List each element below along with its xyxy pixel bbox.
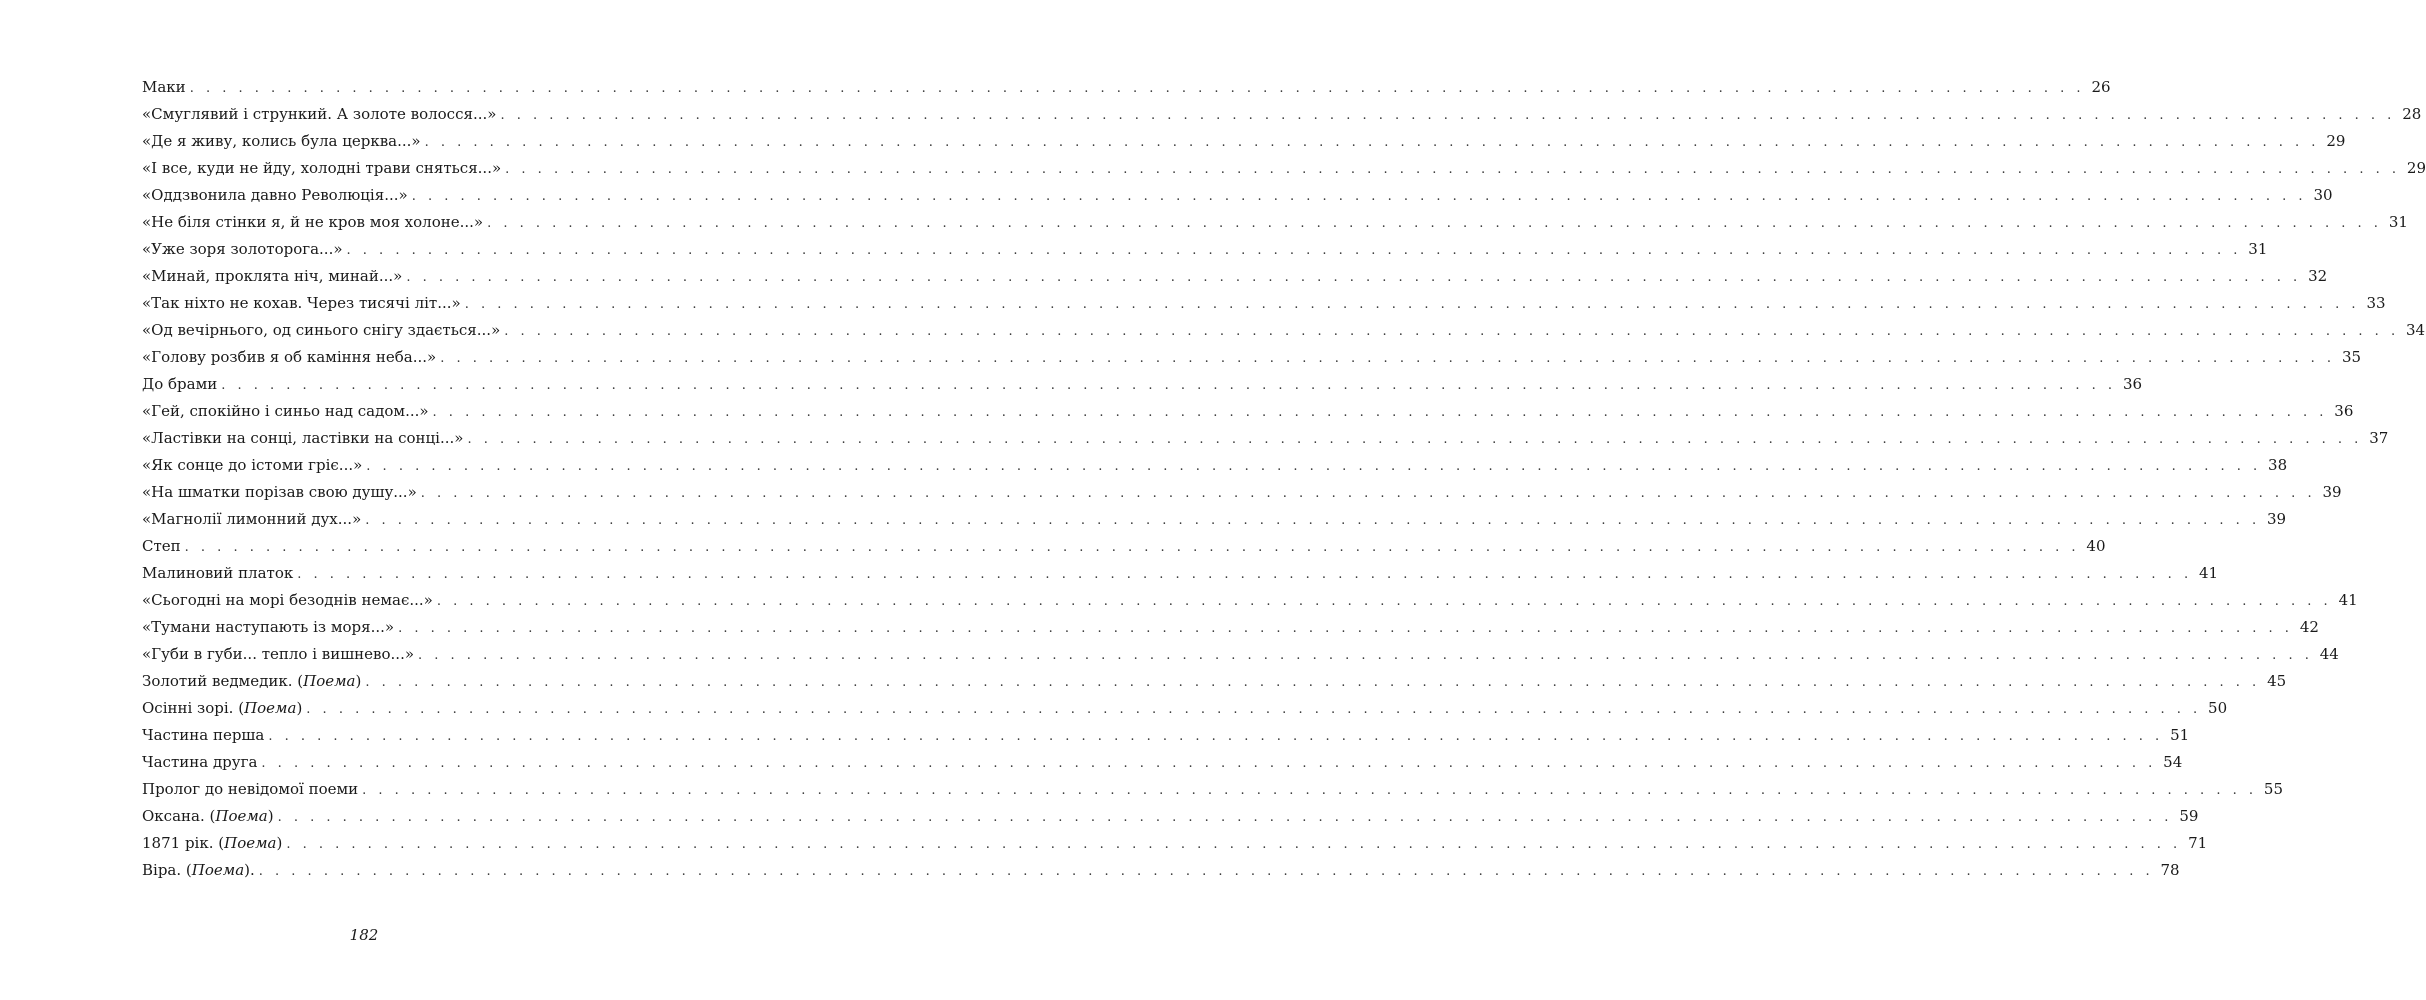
toc-entry-title-text: Частина перша — [142, 726, 265, 744]
toc-entry-title — [142, 560, 293, 587]
toc-entry-genre: Поема — [303, 672, 356, 690]
dot-leader — [425, 129, 2320, 156]
toc-entry-page: 40 — [2086, 537, 2106, 555]
toc-entry — [142, 776, 2283, 803]
toc-entry-title-text: «Як сонце до істоми гріє...» — [142, 456, 363, 474]
toc-entry-title-text: Оксана. ( — [142, 807, 216, 825]
toc-entry-title — [142, 776, 358, 803]
toc-entry-title-text: «Уже зоря золоторога...» — [142, 240, 343, 258]
toc-entry — [142, 857, 2180, 884]
dot-leader — [190, 75, 2085, 102]
toc-entry-title-text: До брами — [142, 375, 218, 393]
toc-entry — [142, 236, 2268, 263]
toc-entry-title — [142, 533, 181, 560]
dot-leader — [297, 561, 2192, 588]
toc-entry — [142, 425, 2389, 452]
toc-entry-page: 41 — [2338, 591, 2358, 609]
toc-entry-title-text: Пролог до невідомої поеми — [142, 780, 359, 798]
toc-entry-title — [142, 236, 343, 263]
dot-leader — [365, 669, 2260, 696]
toc-entry-title — [142, 668, 361, 695]
toc-entry-title — [142, 830, 282, 857]
toc-entry-title — [142, 371, 217, 398]
toc-entry-title-tail: ). — [244, 861, 255, 879]
dot-leader — [433, 399, 2328, 426]
toc-entry-page: 28 — [2402, 105, 2422, 123]
toc-entry-title-text: «Од вечірнього, од синього снігу здається...» — [142, 321, 501, 339]
toc-entry-title-text: Маки — [142, 78, 186, 96]
toc-entry-title-text: 1871 рік. ( — [142, 834, 225, 852]
toc-entry-page: 31 — [2248, 240, 2268, 258]
dot-leader — [362, 777, 2257, 804]
toc-entry-title-text: «Ластівки на сонці, ластівки на сонці...» — [142, 429, 464, 447]
toc-entry-page: 37 — [2369, 429, 2389, 447]
dot-leader — [259, 858, 2154, 885]
toc-entry-page: 29 — [2406, 159, 2426, 177]
toc-entry-title — [142, 263, 402, 290]
table-of-contents — [142, 74, 2426, 884]
toc-entry-title-text: «Так ніхто не кохав. Через тисячі літ...» — [142, 294, 461, 312]
toc-entry — [142, 317, 2426, 344]
page-number: 182 — [349, 926, 379, 944]
toc-entry-page: 78 — [2160, 861, 2180, 879]
toc-entry-title-text: «Не біля стінки я, й не кров моя холоне...» — [142, 213, 484, 231]
dot-leader — [412, 183, 2307, 210]
toc-entry-title-text: Частина друга — [142, 753, 258, 771]
toc-entry — [142, 668, 2287, 695]
toc-entry-title-tail: ) — [276, 834, 283, 852]
toc-entry-title-text: «Тумани наступають із моря...» — [142, 618, 395, 636]
toc-entry — [142, 398, 2354, 425]
toc-entry-page: 35 — [2341, 348, 2362, 366]
toc-entry-title-text: «Голову розбив я об каміння неба...» — [142, 348, 437, 366]
toc-entry-page: 26 — [2091, 78, 2111, 96]
dot-leader — [467, 426, 2362, 453]
toc-entry — [142, 74, 2111, 101]
toc-entry-title-text: «І все, куди не йду, холодні трави сняться...» — [142, 159, 502, 177]
toc-entry-genre: Поема — [191, 861, 245, 879]
toc-entry-page: 59 — [2179, 807, 2199, 825]
toc-entry-title — [142, 398, 429, 425]
toc-entry-title — [142, 290, 461, 317]
toc-entry-title — [142, 722, 264, 749]
dot-leader — [465, 291, 2360, 318]
toc-entry-title — [142, 209, 483, 236]
toc-entry — [142, 290, 2386, 317]
dot-leader — [504, 318, 2399, 345]
toc-entry-page: 39 — [2322, 483, 2342, 501]
toc-entry-page: 44 — [2319, 645, 2339, 663]
toc-entry — [142, 479, 2342, 506]
toc-entry-page: 30 — [2313, 186, 2333, 204]
toc-entry-title-text: «Магнолії лимонний дух...» — [142, 510, 362, 528]
toc-entry — [142, 506, 2287, 533]
toc-entry-genre: Поема — [215, 807, 268, 825]
toc-entry-title-text: «Смуглявий і стрункий. А золоте волосся...» — [142, 105, 497, 123]
toc-entry-page: 33 — [2366, 294, 2386, 312]
toc-entry-title-text: Золотий ведмедик. ( — [142, 672, 304, 690]
dot-leader — [306, 696, 2201, 723]
dot-leader — [398, 615, 2293, 642]
toc-entry-page: 38 — [2268, 456, 2288, 474]
toc-entry-title — [142, 344, 436, 371]
toc-entry — [142, 587, 2358, 614]
dot-leader — [418, 642, 2313, 669]
toc-entry — [142, 263, 2328, 290]
toc-entry-title — [142, 857, 255, 884]
toc-entry-title-text: «На шматки порізав свою душу...» — [142, 483, 417, 501]
toc-entry-title — [142, 479, 417, 506]
toc-entry-title — [142, 155, 501, 182]
toc-entry — [142, 803, 2199, 830]
toc-entry-title-text: «Минай, проклята ніч, минай...» — [142, 267, 403, 285]
toc-entry-page: 29 — [2326, 132, 2346, 150]
toc-entry-page: 34 — [2406, 321, 2426, 339]
dot-leader — [406, 264, 2301, 291]
toc-entry-title — [142, 425, 463, 452]
toc-entry-title — [142, 317, 500, 344]
dot-leader — [505, 156, 2400, 183]
dot-leader — [347, 237, 2242, 264]
toc-entry — [142, 722, 2190, 749]
dot-leader — [366, 453, 2261, 480]
toc-entry — [142, 344, 2362, 371]
toc-entry-title — [142, 74, 186, 101]
toc-entry-title — [142, 695, 302, 722]
toc-entry-title — [142, 749, 257, 776]
toc-entry-genre: Поема — [224, 834, 277, 852]
toc-entry-page: 31 — [2388, 213, 2408, 231]
toc-entry-title — [142, 641, 414, 668]
dot-leader — [185, 534, 2080, 561]
toc-entry-page: 50 — [2208, 699, 2228, 717]
dot-leader — [421, 480, 2316, 507]
toc-entry-genre: Поема — [244, 699, 297, 717]
toc-entry — [142, 830, 2208, 857]
toc-entry-title — [142, 506, 361, 533]
toc-entry-title-text: «Оддзвонила давно Революція...» — [142, 186, 408, 204]
toc-entry-title — [142, 128, 421, 155]
toc-entry-title — [142, 182, 408, 209]
toc-entry — [142, 560, 2219, 587]
toc-entry-title-text: «Сьогодні на морі безоднів немає...» — [142, 591, 433, 609]
toc-entry-title-text: «Гей, спокійно і синьо над садом...» — [142, 402, 429, 420]
toc-entry-title-tail: ) — [355, 672, 362, 690]
toc-entry-page: 54 — [2163, 753, 2183, 771]
toc-entry — [142, 101, 2422, 128]
toc-entry — [142, 695, 2228, 722]
toc-entry — [142, 128, 2346, 155]
toc-entry-title-tail: ) — [267, 807, 274, 825]
toc-entry-page: 36 — [2122, 375, 2143, 393]
toc-entry-page: 39 — [2267, 510, 2287, 528]
toc-entry-title-text: «Губи в губи... тепло і вишнево...» — [142, 645, 415, 663]
dot-leader — [261, 750, 2156, 777]
toc-entry-title — [142, 614, 394, 641]
toc-entry-page: 41 — [2199, 564, 2219, 582]
dot-leader — [500, 102, 2395, 129]
toc-entry — [142, 182, 2333, 209]
toc-entry-page: 71 — [2188, 834, 2208, 852]
dot-leader — [221, 372, 2116, 399]
toc-entry-title — [142, 452, 362, 479]
toc-entry — [142, 155, 2426, 182]
toc-entry — [142, 533, 2106, 560]
toc-entry-title-text: Віра. ( — [142, 861, 192, 879]
dot-leader — [278, 804, 2173, 831]
dot-leader — [437, 588, 2332, 615]
toc-entry — [142, 614, 2319, 641]
toc-entry — [142, 371, 2143, 398]
toc-entry-page: 36 — [2334, 402, 2354, 420]
dot-leader — [286, 831, 2181, 858]
toc-entry-title-text: Малиновий платок — [142, 564, 294, 582]
dot-leader — [268, 723, 2163, 750]
toc-entry-title — [142, 101, 496, 128]
toc-entry-title-text: Степ — [142, 537, 181, 555]
toc-entry — [142, 749, 2183, 776]
toc-entry-page: 45 — [2267, 672, 2287, 690]
toc-entry-title-text: «Де я живу, колись була церква...» — [142, 132, 421, 150]
toc-entry — [142, 641, 2339, 668]
toc-entry — [142, 452, 2288, 479]
toc-entry-page: 42 — [2299, 618, 2319, 636]
toc-entry-title-tail: ) — [296, 699, 303, 717]
toc-entry-title — [142, 587, 433, 614]
toc-entry — [142, 209, 2408, 236]
dot-leader — [365, 507, 2260, 534]
toc-entry-page: 32 — [2308, 267, 2328, 285]
toc-entry-title — [142, 803, 274, 830]
dot-leader — [440, 345, 2335, 372]
toc-entry-title-text: Осінні зорі. ( — [142, 699, 245, 717]
toc-entry-page: 55 — [2263, 780, 2283, 798]
dot-leader — [487, 210, 2382, 237]
toc-entry-page: 51 — [2170, 726, 2190, 744]
